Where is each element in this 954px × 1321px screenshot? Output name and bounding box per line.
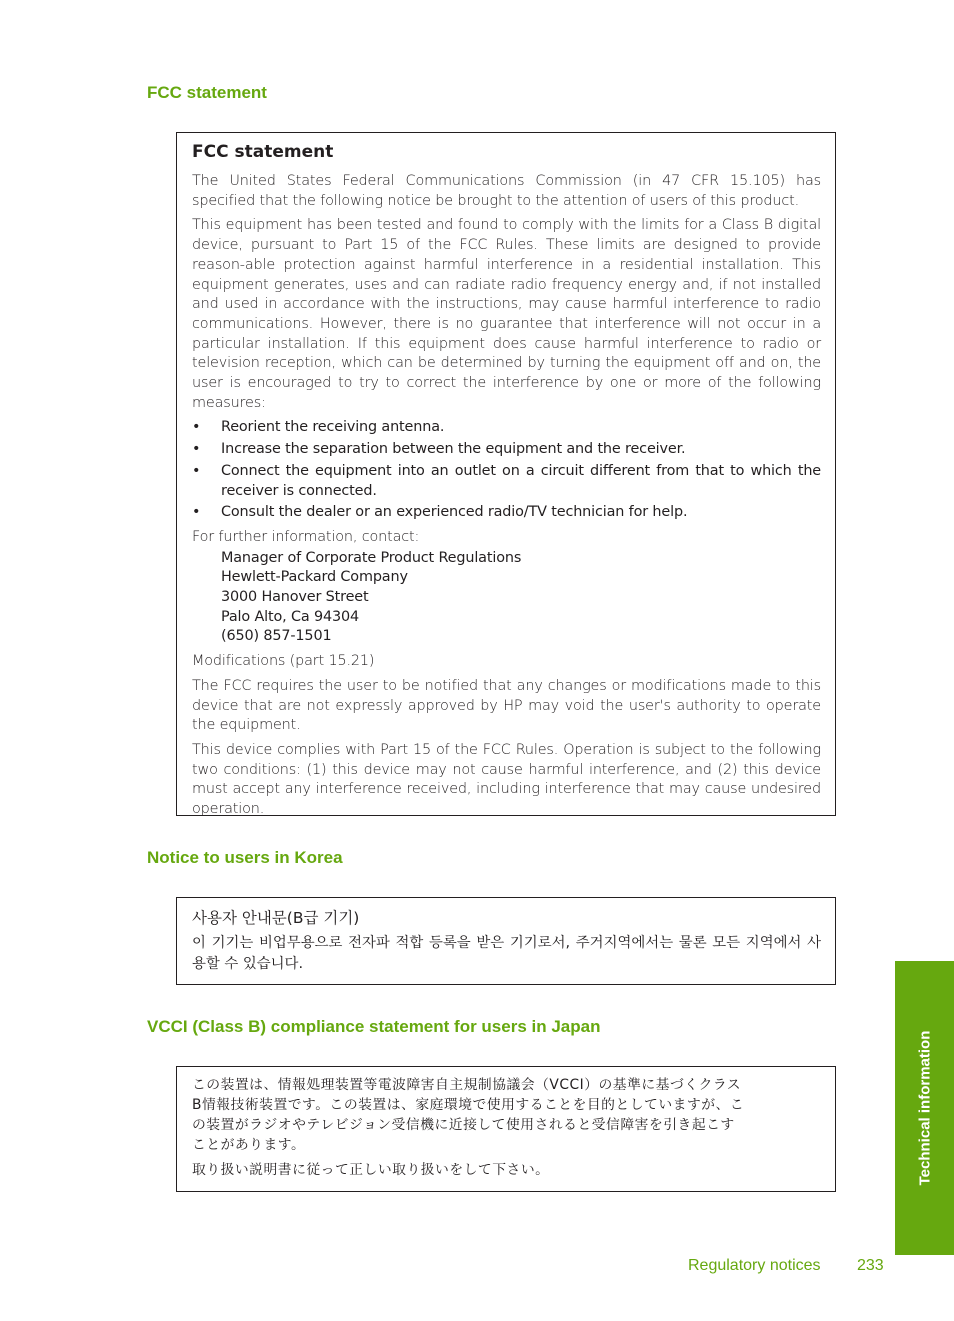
japan-section-heading: VCCI (Class B) compliance statement for users in Japan xyxy=(147,1017,601,1036)
fcc-paragraph-2: This equipment has been tested and found to comply with the limits for a Class B digital device, pursuant to Part 15 of the FCC Rules. These limits are designed to provide reason-able protection against harmful interference in a residential installation. This equipment generates, uses and can radiate radio frequency energy and, if not installed and used in accordance with the instructions, may cause harmful interference to radio communications. However, there is no guarantee that interference will not occur in a particular installation. If this equipment does cause harmful interference to radio or television reception, which can be determined by turning the equipment off and on, the user is encouraged to try to correct the interference by one or more of the following measures: xyxy=(192,217,821,411)
korea-notice-text: 이 기기는 비업무용으로 전자파 적합 등록을 받은 기기로서, 주거지역에서는 물론 모든 지역에서 사용할 수 있습니다. xyxy=(192,935,821,972)
japan-notice-line: 取り扱い説明書に従って正しい取り扱いをして下さい。 xyxy=(192,1162,550,1178)
korea-section-heading: Notice to users in Korea xyxy=(147,848,343,867)
fcc-box-title: FCC statement xyxy=(192,142,334,162)
japan-notice-line: の装置がラジオやテレビジョン受信機に近接して使用されると受信障害を引き起こす xyxy=(192,1117,735,1133)
japan-notice-line: この装置は、情報処理装置等電波障害自主規制協議会（VCCI）の基準に基づくクラス xyxy=(192,1077,742,1093)
korea-notice-box xyxy=(176,897,836,985)
korea-notice-title: 사용자 안내문(B급 기기) xyxy=(192,909,360,927)
japan-notice-line: B情報技術装置です。この装置は、家庭環境で使用することを目的としていますが、こ xyxy=(192,1097,745,1113)
footer-section-label: Regulatory notices xyxy=(688,1257,821,1274)
fcc-statement-box xyxy=(176,132,836,816)
list-item: • Increase the separation between the equipment and the receiver. xyxy=(192,441,686,458)
measures-list xyxy=(192,418,821,523)
address-line: Hewlett-Packard Company xyxy=(221,569,408,586)
list-item: • Consult the dealer or an experienced radio/TV technician for help. xyxy=(192,504,688,521)
contact-address xyxy=(221,549,821,648)
page-number: 233 xyxy=(857,1257,884,1274)
list-item: • Reorient the receiving antenna. xyxy=(192,419,445,436)
japan-notice-line: ことがあります。 xyxy=(192,1137,306,1153)
address-line: (650) 857-1501 xyxy=(221,628,332,645)
fcc-paragraph-4: This device complies with Part 15 of the FCC Rules. Operation is subject to the following two conditions: (1) this device may not cause harmful interference, and (2) this device must accept any interference received, including interference that may cause undesired operation. xyxy=(192,741,821,818)
chapter-side-tab xyxy=(895,961,954,1255)
fcc-paragraph-1: The United States Federal Communications Commission (in 47 CFR 15.105) has specified that the following notice be brought to the attention of users of this product. xyxy=(192,173,821,209)
contact-intro: For further information, contact: xyxy=(192,528,420,545)
japan-notice-box xyxy=(176,1066,836,1192)
fcc-section-heading: FCC statement xyxy=(147,83,267,102)
modifications-title: Modifications (part 15.21) xyxy=(192,653,375,670)
list-item: • Connect the equipment into an outlet on a circuit different from that to which the receiver is connected. xyxy=(192,462,821,499)
address-line: Palo Alto, Ca 94304 xyxy=(221,608,360,625)
fcc-paragraph-3: The FCC requires the user to be notified that any changes or modifications made to this device that are not expressly approved by HP may void the user's authority to operate the equipment. xyxy=(192,677,821,734)
address-line: 3000 Hanover Street xyxy=(221,589,369,606)
chapter-side-tab-label: Technical information xyxy=(916,1030,933,1186)
address-line: Manager of Corporate Product Regulations xyxy=(221,549,522,566)
